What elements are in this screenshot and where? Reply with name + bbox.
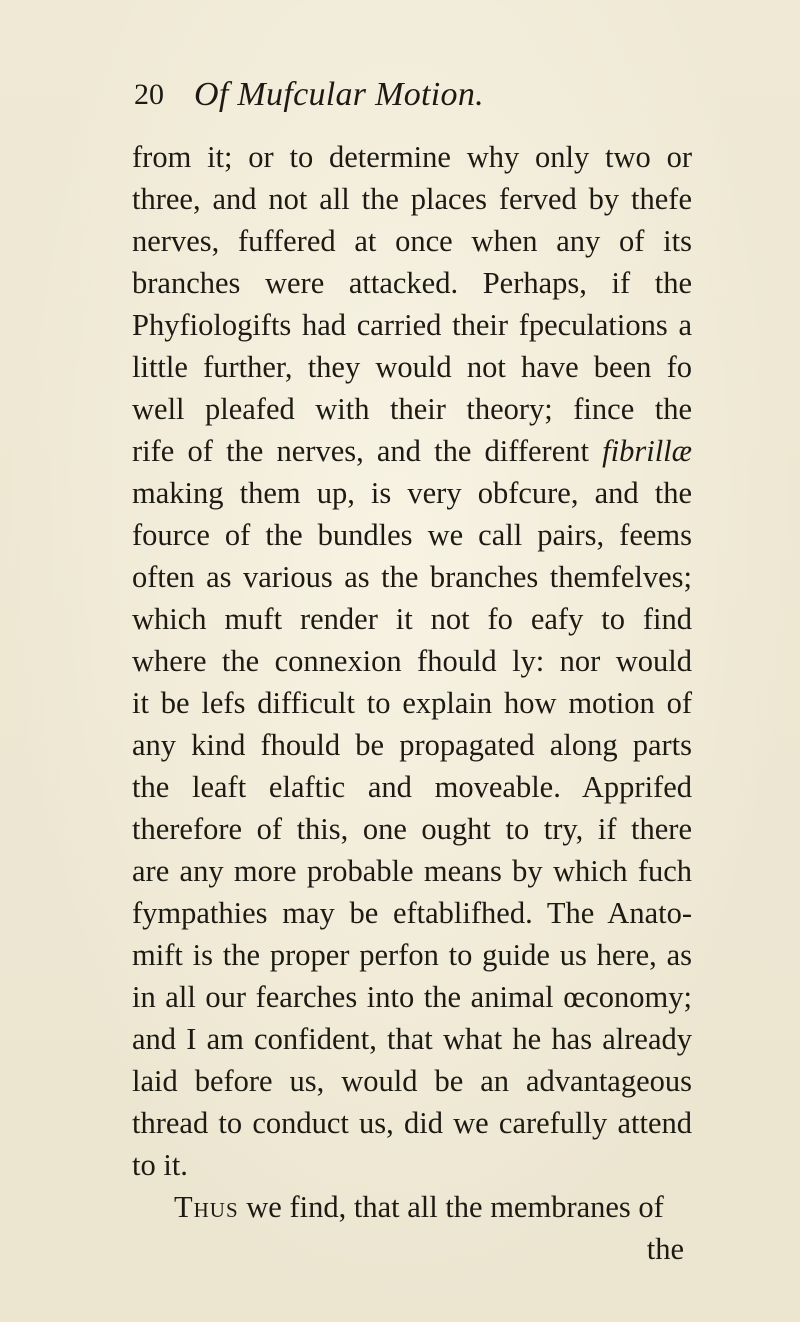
body-text — [132, 136, 692, 1270]
catchword-line — [132, 1228, 692, 1270]
text-line: which muft render it not fo eafy to find — [132, 602, 692, 636]
text-line-part: we find, that all the membranes of — [238, 1190, 664, 1224]
text-line: any kind fhould be propagated along parts — [132, 728, 692, 762]
text-line: three, and not all the places ferved by thefe — [132, 182, 692, 216]
text-line: little further, they would not have been fo — [132, 350, 692, 384]
text-line: the leaft elaftic and moveable. Apprifed — [132, 770, 692, 804]
text-line: well pleafed with their theory; fince the — [132, 392, 692, 426]
text-line: therefore of this, one ought to try, if there — [132, 812, 692, 846]
text-line: often as various as the branches themfelves; — [132, 560, 692, 594]
text-line: to it. — [132, 1148, 188, 1182]
italic-term: fibrillæ — [602, 434, 692, 468]
catchword: the — [646, 1232, 684, 1266]
text-line: thread to conduct us, did we carefully attend — [132, 1106, 692, 1140]
text-line: nerves, fuffered at once when any of its — [132, 224, 692, 258]
paragraph-lead-word: Thus — [174, 1190, 239, 1224]
text-line: where the connexion fhould ly: nor would — [132, 644, 692, 678]
text-line: laid before us, would be an advantageous — [132, 1064, 692, 1098]
text-line-part: rife of the nerves, and the different — [132, 434, 589, 468]
text-line: mift is the proper perfon to guide us here, as — [132, 938, 692, 972]
text-line: Phyfiologifts had carried their fpeculations a — [132, 308, 692, 342]
running-title: Of Mufcular Motion. — [194, 76, 484, 113]
page-number: 20 — [134, 78, 164, 111]
text-line: and I am confident, that what he has already — [132, 1022, 692, 1056]
text-line: it be lefs difficult to explain how motion of — [132, 686, 692, 720]
page-header — [134, 78, 694, 128]
paragraph-start-line — [132, 1186, 692, 1228]
text-line: branches were attacked. Perhaps, if the — [132, 266, 692, 300]
text-line: making them up, is very obfcure, and the — [132, 476, 692, 510]
text-line-with-italic — [132, 430, 692, 472]
text-line: are any more probable means by which fuch — [132, 854, 692, 888]
text-line: from it; or to determine why only two or — [132, 140, 692, 174]
text-line: in all our fearches into the animal œconomy; — [132, 980, 692, 1014]
text-line: fympathies may be eftablifhed. The Anato- — [132, 896, 692, 930]
text-line: fource of the bundles we call pairs, feems — [132, 518, 692, 552]
